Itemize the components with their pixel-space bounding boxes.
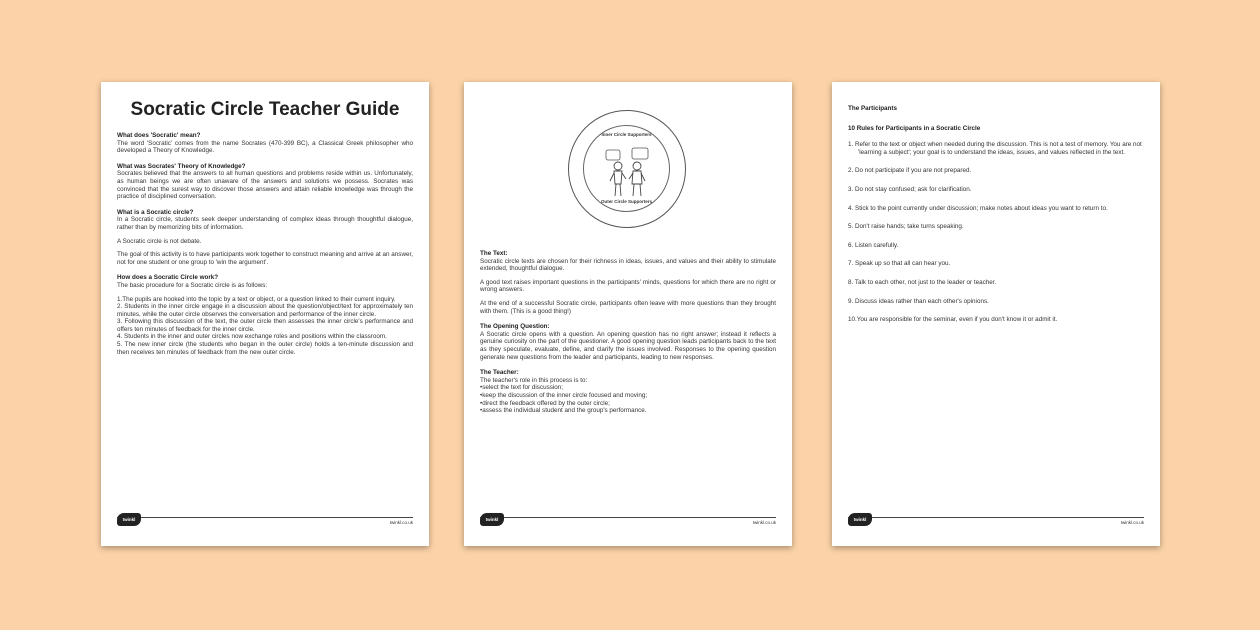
twinkl-logo: twinkl	[117, 513, 141, 526]
section-paragraph: 1.The pupils are hooked into the topic by a text or object, or a question linked to their current inquiry. 2. Students in the inner circle engage in a discussion about the question/object/text for approximately ten minutes, while the outer circle observes the conversation and performance of the inner circle. 3. Following this discussion of the text, the outer circle then assesses the inner circle's performance and offers ten minutes of feedback for the inner circle. 4. Students in the inner and outer circles now exchange roles and positions within the classroom. 5. The new inner circle (the students who began in the outer circle) holds a ten-minute discussion and then receives ten minutes of feedback from the new outer circle.	[117, 295, 413, 356]
section-paragraph: A Socratic circle opens with a question. An opening question has no right answer; instead it reflects a genuine curiosity on the part of the questioner. A good opening question leads participants back to the text as they speculate, evaluate, define, and clarify the issues involved. Responses to the opening question generate new questions from the leader and participants, leading to new responses.	[480, 330, 776, 361]
rule-item: 10.You are responsible for the seminar, even if you don't know it or admit it.	[848, 316, 1058, 324]
page-footer	[848, 510, 1144, 530]
participants-heading: The Participants	[848, 105, 897, 112]
guide-page-3	[832, 82, 1160, 546]
section-paragraph: The basic procedure for a Socratic circle is as follows:	[117, 281, 268, 289]
footer-rule	[848, 517, 1144, 518]
rule-item: 6. Listen carefully.	[848, 241, 899, 249]
section-heading: The Teacher:	[480, 369, 519, 377]
twinkl-logo: twinkl	[848, 513, 872, 526]
section-paragraph: A Socratic circle is not debate.	[117, 237, 202, 245]
footer-site: twinkl.co.uk	[752, 520, 776, 525]
section-paragraph: A good text raises important questions in the participants' minds, questions for which there are no right or wrong answers.	[480, 278, 776, 294]
page-2-sections	[480, 245, 776, 420]
page-footer	[480, 510, 776, 530]
emblem-top-label: Inner Circle Supporters	[601, 132, 652, 137]
page-1-content	[117, 94, 413, 361]
rules-heading: 10 Rules for Participants in a Socratic Circle	[848, 124, 981, 132]
rule-item: 9. Discuss ideas rather than each other's opinions.	[848, 297, 989, 305]
footer-site: twinkl.co.uk	[1120, 520, 1144, 525]
section-paragraph: The goal of this activity is to have participants work together to construct meaning and arrive at an answer, not for one student or one group to 'win the argument'.	[117, 251, 413, 266]
footer-rule	[117, 517, 413, 518]
rule-item: 3. Do not stay confused; ask for clarification.	[848, 185, 972, 193]
rule-item: 8. Talk to each other, not just to the leader or teacher.	[848, 278, 997, 286]
section-paragraph: The word 'Socratic' comes from the name Socrates (470-399 BC), a Classical Greek philosopher who developed a Theory of Knowledge.	[117, 139, 413, 155]
section-paragraph: Socrates believed that the answers to all human questions and problems reside within us. Unfortunately, as human beings we are often unaware of the answers and solutions we possess. Socrates was convinced that the surest way to discover those answers and attain reliable knowledge was through the practice of disciplined conversation.	[117, 170, 413, 201]
rule-item: 7. Speak up so that all can hear you.	[848, 260, 951, 268]
rule-item: 1. Refer to the text or object when needed during the discussion. This is not a test of memory. You are not 'learning a subject'; your goal is to understand the ideas, issues, and values reflected in the text.	[848, 141, 1142, 156]
rule-item: 4. Stick to the point currently under discussion; make notes about ideas you want to return to.	[848, 204, 1108, 212]
guide-page-1	[101, 82, 429, 546]
section-paragraph: Socratic circle texts are chosen for their richness in ideas, issues, and values and their ability to stimulate extended, thoughtful dialogue.	[480, 257, 776, 273]
twinkl-logo: twinkl	[480, 513, 504, 526]
section-heading: The Opening Question:	[480, 323, 550, 331]
section-heading: What does 'Socratic' mean?	[117, 132, 201, 139]
section-heading: How does a Socratic Circle work?	[117, 274, 219, 282]
footer-rule	[480, 517, 776, 518]
footer-site: twinkl.co.uk	[389, 520, 413, 525]
rule-item: 5. Don't raise hands; take turns speaking.	[848, 223, 964, 231]
section-paragraph: The teacher's role in this process is to: •select the text for discussion; •keep the discussion of the inner circle focused and moving; •direct the feedback offered by the outer circle; •assess the individual student and the group's performance.	[480, 376, 648, 415]
page-footer	[117, 510, 413, 530]
rules-list	[848, 141, 1144, 324]
guide-page-2	[464, 82, 792, 546]
emblem-inner-circle	[583, 125, 670, 212]
section-heading: What is a Socratic circle?	[117, 208, 194, 216]
page-1-sections	[117, 132, 413, 356]
section-heading: What was Socrates' Theory of Knowledge?	[117, 162, 246, 170]
page-title: Socratic Circle Teacher Guide	[130, 99, 400, 120]
section-heading: The Text:	[480, 250, 508, 257]
emblem-bottom-label: Outer Circle Supporters	[600, 199, 652, 204]
page-3-content	[848, 100, 1144, 335]
section-paragraph: At the end of a successful Socratic circle, participants often leave with more questions than they brought with them. (This is a good thing!)	[480, 299, 776, 315]
socratic-circle-emblem	[568, 110, 686, 228]
section-paragraph: In a Socratic circle, students seek deeper understanding of complex ideas through thoughtful dialogue, rather than by memorizing bits of information.	[117, 216, 413, 231]
rule-item: 2. Do not participate if you are not prepared.	[848, 167, 972, 175]
